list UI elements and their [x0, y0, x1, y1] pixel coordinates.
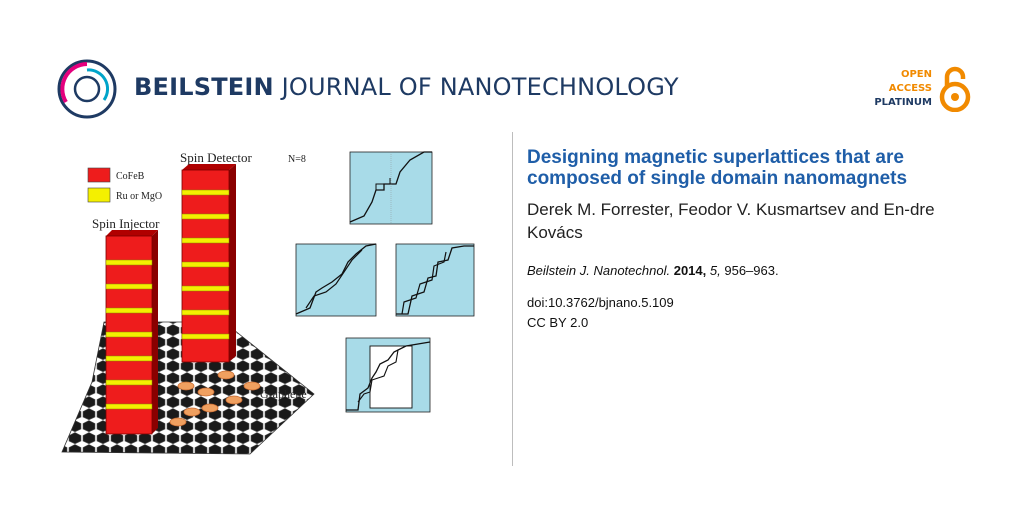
- header: [0, 0, 1024, 130]
- hysteresis-plot-bottom: [346, 338, 430, 412]
- spin-detector-pillar: [182, 164, 236, 362]
- journal-name-bold: BEILSTEIN: [134, 73, 274, 101]
- citation-pages: 956–963.: [724, 263, 779, 278]
- hysteresis-plot-top: [350, 152, 432, 224]
- legend: [88, 168, 162, 202]
- open-access-text: [874, 68, 932, 110]
- spin-injector-pillar: [106, 230, 158, 434]
- open-access-lock-icon: [938, 66, 972, 112]
- oa-line-open: OPEN: [900, 69, 932, 80]
- citation-journal: Beilstein J. Nanotechnol.: [527, 263, 671, 278]
- legend-cofeb-swatch: [88, 168, 110, 182]
- vertical-divider: [512, 132, 513, 466]
- journal-name-light: JOURNAL OF NANOTECHNOLOGY: [281, 73, 679, 101]
- legend-cofeb-label: CoFeB: [116, 171, 145, 182]
- beilstein-logo-icon: [56, 58, 118, 120]
- graphical-abstract-figure: [54, 132, 486, 466]
- graphene-label: Graphene: [260, 387, 307, 401]
- oa-line-access: ACCESS: [888, 83, 932, 94]
- journal-name[interactable]: [134, 73, 679, 101]
- open-access-badge[interactable]: [874, 66, 972, 112]
- article-doi[interactable]: doi:10.3762/bjnano.5.109: [527, 295, 674, 310]
- article-info: [527, 147, 967, 333]
- legend-ru-swatch: [88, 188, 110, 202]
- oa-line-platinum: PLATINUM: [874, 97, 932, 108]
- hysteresis-plot-right: [396, 244, 474, 316]
- article-authors: Derek M. Forrester, Feodor V. Kusmartsev and En-dre Kovács: [527, 200, 935, 242]
- article-title[interactable]: Designing magnetic superlattices that are composed of single domain nanomagnets: [527, 147, 908, 189]
- spin-injector-label: Spin Injector: [92, 216, 160, 231]
- citation-year: 2014,: [673, 263, 707, 278]
- n-label: N=8: [288, 154, 306, 165]
- legend-ru-label: Ru or MgO: [116, 191, 163, 202]
- article-citation: [527, 263, 967, 278]
- article-license[interactable]: CC BY 2.0: [527, 315, 589, 330]
- citation-volume: 5,: [709, 263, 721, 278]
- hysteresis-plot-left: [296, 244, 376, 316]
- spin-detector-label: Spin Detector: [180, 150, 252, 165]
